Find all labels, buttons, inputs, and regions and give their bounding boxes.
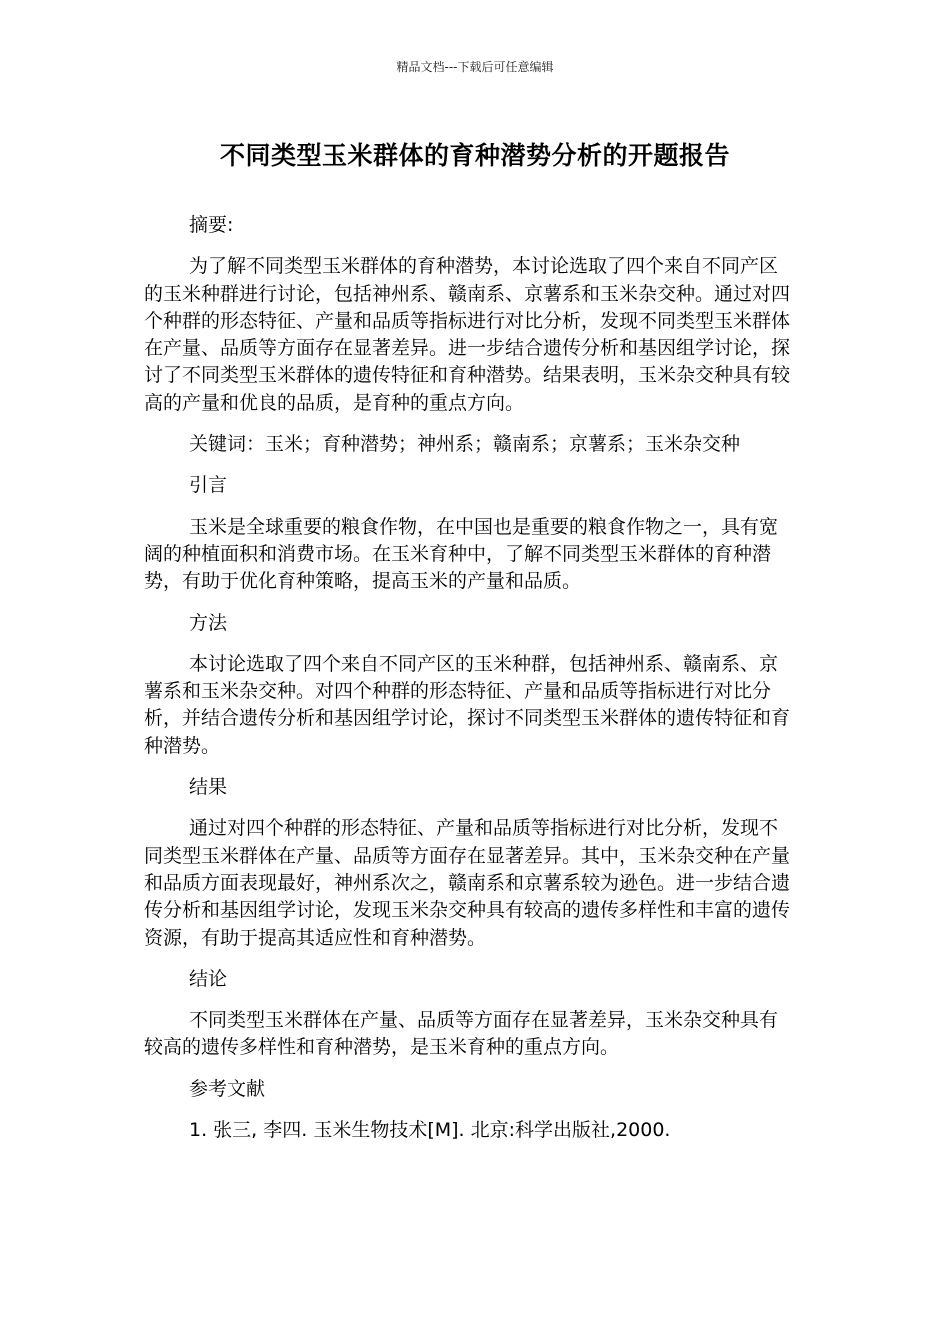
references-heading: 参考文献 [189,1077,266,1100]
abstract-paragraph: 为了解不同类型玉米群体的育种潜势，本讨论选取了四个来自不同产区的玉米种群进行讨论，包括神州系、赣南系、京薯系和玉米杂交种。通过对四个种群的形态特征、产量和品质等指标进行对比分析，发现不同类型玉米群体在产量、品质等方面存在显著差异。进一步结合遗传分析和基因组学讨论，探讨了不同类型玉米群体的遗传特征和育种潜势。结果表明，玉米杂交种具有较高的产量和优良的品质，是育种的重点方向。 [144,255,791,414]
methods-paragraph: 本讨论选取了四个来自不同产区的玉米种群，包括神州系、赣南系、京薯系和玉米杂交种。对四个种群的形态特征、产量和品质等指标进行对比分析，并结合遗传分析和基因组学讨论，探讨不同类型玉米群体的遗传特征和育种潜势。 [144,652,791,757]
intro-paragraph: 玉米是全球重要的粮食作物，在中国也是重要的粮食作物之一，具有宽阔的种植面积和消费市场。在玉米育种中，了解不同类型玉米群体的育种潜势，有助于优化育种策略，提高玉米的产量和品质。 [144,515,779,593]
keywords-line: 关键词：玉米；育种潜势；神州系；赣南系；京薯系；玉米杂交种 [189,433,741,456]
conclusion-paragraph: 不同类型玉米群体在产量、品质等方面存在显著差异，玉米杂交种具有较高的遗传多样性和育种潜势，是玉米育种的重点方向。 [144,1009,779,1059]
reference-item: 1. 张三, 李四. 玉米生物技术[M]. 北京:科学出版社,2000. [189,1119,671,1142]
document-body [144,212,794,1144]
conclusion-heading: 结论 [189,967,228,990]
header-note: 精品文档---下载后可任意编辑 [396,60,554,74]
abstract-heading: 摘要: [189,214,234,236]
results-heading: 结果 [189,776,228,799]
results-paragraph: 通过对四个种群的形态特征、产量和品质等指标进行对比分析，发现不同类型玉米群体在产量、品质等方面存在显著差异。其中，玉米杂交种在产量和品质方面表现最好，神州系次之，赣南系和京薯系较为逊色。进一步结合遗传分析和基因组学讨论，发现玉米杂交种具有较高的遗传多样性和丰富的遗传资源，有助于提高其适应性和育种潜势。 [144,817,791,949]
methods-heading: 方法 [189,611,228,634]
intro-heading: 引言 [189,474,228,497]
document-title: 不同类型玉米群体的育种潜势分析的开题报告 [219,141,730,170]
